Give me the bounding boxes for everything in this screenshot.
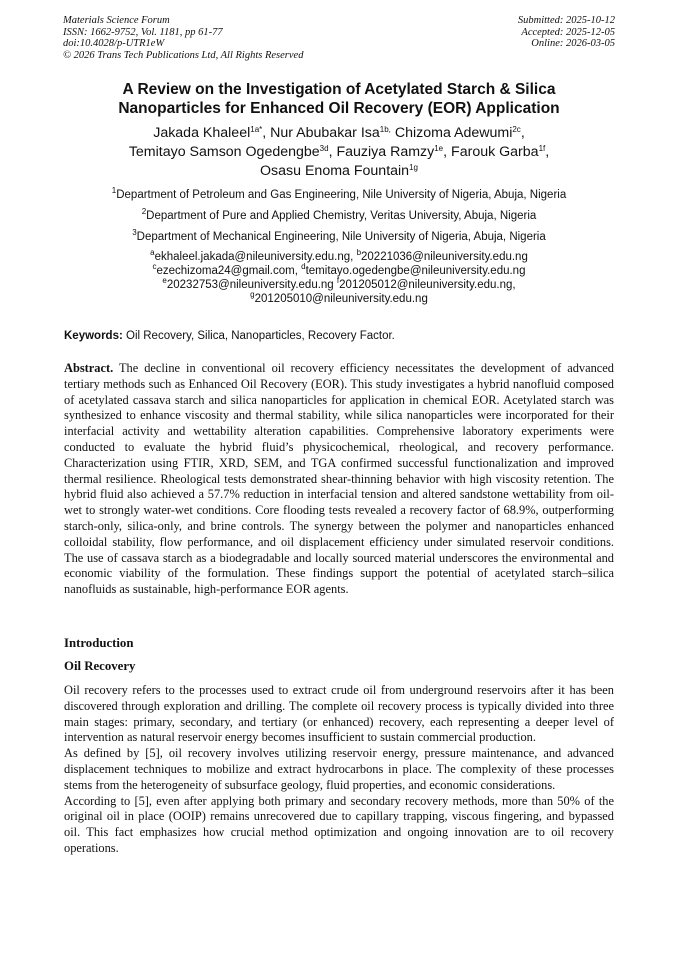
paper-title bbox=[40, 80, 638, 118]
title-line-1: A Review on the Investigation of Acetylated Starch & Silica bbox=[122, 81, 556, 98]
email-address: 20232753@nileuniversity.edu.ng bbox=[166, 279, 334, 291]
author-name: Osasu Enoma Fountain bbox=[260, 163, 410, 180]
email-address: 20221036@nileuniversity.edu.ng bbox=[361, 251, 528, 263]
subsection-heading-oil-recovery: Oil Recovery bbox=[64, 659, 136, 673]
author-name: Farouk Garba bbox=[451, 144, 539, 161]
paragraph: According to [5], even after applying both primary and secondary recovery methods, more than 50% of the original oil in place (OOIP) remains unrecovered due to capillary trapping, viscous fingering, and bypassed oil. This fact emphasizes how crucial method optimization and ongoing innovation are to oil recovery operations. bbox=[64, 793, 614, 855]
email-marker: c bbox=[152, 262, 157, 271]
affiliation-marker: 2 bbox=[141, 207, 147, 216]
affiliation-marker: 3 bbox=[132, 228, 137, 237]
author-marker: 1b, bbox=[379, 125, 391, 134]
email-marker: g bbox=[250, 290, 255, 299]
abstract-label: Abstract. bbox=[64, 361, 114, 375]
accepted-date: Accepted: 2025-12-05 bbox=[521, 26, 615, 38]
journal-name: Materials Science Forum bbox=[63, 15, 170, 26]
email-marker: a bbox=[150, 248, 155, 257]
keywords bbox=[64, 329, 614, 343]
title-line-2: Nanoparticles for Enhanced Oil Recovery (EOR) Application bbox=[118, 100, 560, 117]
keywords-label: Keywords: bbox=[64, 330, 123, 342]
email-list bbox=[40, 250, 638, 306]
publication-info bbox=[63, 15, 303, 61]
author-marker: 2c bbox=[512, 125, 521, 134]
submitted-date: Submitted: 2025-10-12 bbox=[517, 15, 615, 26]
author-marker: 3d bbox=[319, 144, 329, 154]
author-name: Chizoma Adewumi bbox=[394, 125, 513, 141]
affiliation-text: Department of Pure and Applied Chemistry, Veritas University, Abuja, Nigeria bbox=[146, 210, 537, 222]
author-marker: 1e bbox=[434, 144, 444, 154]
email-address: ezechizoma24@gmail.com, bbox=[156, 265, 298, 277]
email-address: 201205012@nileuniversity.edu.ng, bbox=[339, 279, 516, 291]
email-marker: f bbox=[336, 276, 340, 285]
affiliation-marker: 1 bbox=[111, 186, 117, 195]
author-list: Jakada Khaleel$^{1a*}$, Nur Abubakar Isa$^{1b,}$ Chizoma Adewumi$^{2c}$, Temitayo Samson Ogedengbe$^{3d}$, Fauziya Ramzy$^{1e}$, Farouk Garba$^{1f}$, Osasu Enoma Fountain$^{1g}$ bbox=[128, 125, 550, 180]
affiliation bbox=[40, 230, 638, 244]
email-address: temitayo.ogedengbe@nileuniversity.edu.ng bbox=[305, 265, 526, 277]
author-name: Fauziya Ramzy bbox=[336, 144, 435, 161]
section-heading-introduction: Introduction bbox=[64, 636, 134, 650]
email-address: ekhaleel.jakada@nileuniversity.edu.ng, bbox=[154, 251, 354, 263]
affiliation bbox=[40, 188, 638, 202]
email-marker: e bbox=[162, 276, 167, 285]
abstract bbox=[64, 361, 614, 598]
email-marker: b bbox=[356, 248, 362, 257]
author-marker: 1f bbox=[538, 144, 546, 154]
affiliation-text: Department of Mechanical Engineering, Nile University of Nigeria, Abuja, Nigeria bbox=[136, 231, 546, 243]
email-marker: d bbox=[301, 262, 306, 271]
paragraph: Oil recovery refers to the processes used to extract crude oil from underground reservoirs after it has been discovered through exploration and drilling. The complete oil recovery process is typically divided into three main stages: primary, secondary, and tertiary (or enhanced) recovery, each representing a deeper level of intervention as natural reservoir energy becomes insufficient to sustain commercial production. bbox=[64, 683, 614, 745]
author-name: Jakada Khaleel bbox=[153, 125, 251, 141]
online-date: Online: 2026-03-05 bbox=[531, 38, 615, 49]
affiliation bbox=[40, 209, 638, 223]
author-marker: 1a* bbox=[250, 125, 263, 134]
issn: ISSN: 1662-9752, Vol. 1181, pp 61-77 bbox=[63, 26, 223, 38]
keywords-text: Oil Recovery, Silica, Nanoparticles, Recovery Factor. bbox=[126, 330, 395, 342]
publication-dates bbox=[518, 15, 615, 50]
author-name: Temitayo Samson Ogedengbe bbox=[128, 144, 320, 161]
author-name: Nur Abubakar Isa bbox=[270, 125, 380, 141]
doi: doi:10.4028/p-UTR1eW bbox=[63, 38, 165, 49]
copyright: © 2026 Trans Tech Publications Ltd, All Rights Reserved bbox=[63, 49, 304, 61]
introduction-body bbox=[64, 683, 614, 857]
author-marker: 1g bbox=[409, 163, 418, 173]
abstract-text: The decline in conventional oil recovery efficiency necessitates the development of advanced tertiary methods such as Enhanced Oil Recovery (EOR). This study investigates a hybrid nanofluid composed of acetylated cassava starch and silica nanoparticles for application in chemical EOR. Acetylated starch was synthesized to enhance viscosity and thermal stability, while silica nanoparticles were incorporated for their interfacial activity and wettability alteration capabilities. Comprehensive laboratory experiments were conducted to evaluate the hybrid fluid’s physicochemical, rheological, and recovery performance. Characterization using FTIR, XRD, SEM, and TGA confirmed successful functionalization and improved thermal resilience. Rheological tests demonstrated shear-thinning behavior with high viscosity retention. The hybrid fluid also achieved a 57.7% reduction in interfacial tension and altered sandstone wettability from oil-wet to strongly water-wet conditions. Core flooding tests revealed a recovery factor of 68.9%, outperforming starch-only, silica-only, and brine controls. The synergy between the polymer and nanoparticles enhanced colloidal stability, flow performance, and oil displacement efficiency under simulated reservoir conditions. The use of cassava starch as a biodegradable and locally sourced material underscores the environmental and economic viability of the formulation. These findings support the potential of acetylated starch–silica nanofluids as sustainable, high-performance EOR agents. bbox=[64, 361, 614, 597]
affiliation-text: Department of Petroleum and Gas Engineering, Nile University of Nigeria, Abuja, Nigeria bbox=[116, 189, 567, 201]
journal-header bbox=[63, 15, 615, 65]
email-address: 201205010@nileuniversity.edu.ng bbox=[254, 293, 428, 305]
paragraph: As defined by [5], oil recovery involves utilizing reservoir energy, pressure maintenance, and advanced displacement techniques to mobilize and extract hydrocarbons in place. The complexity of these processes stems from the heterogeneity of subsurface geology, fluid properties, and economic considerations. bbox=[64, 746, 614, 792]
